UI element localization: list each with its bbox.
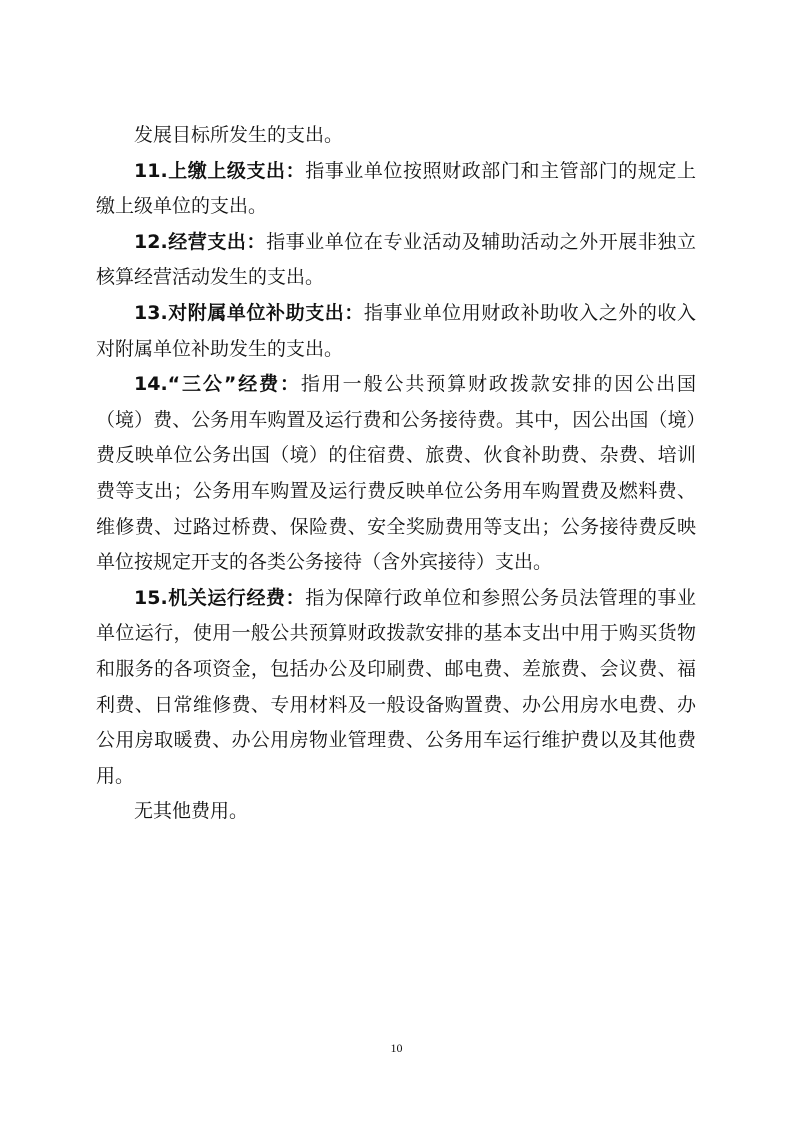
definition-paragraph-14 <box>96 367 696 581</box>
term-label: 13.对附属单位补助支出： <box>134 301 364 324</box>
page-number: 10 <box>390 1041 403 1055</box>
continuation-paragraph: 发展目标所发生的支出。 <box>134 124 344 146</box>
body-text <box>96 118 696 830</box>
term-label: 12.经营支出： <box>134 230 267 253</box>
definition-paragraph-13 <box>96 296 696 367</box>
closing-paragraph: 无其他费用。 <box>134 800 249 823</box>
definition-text: 指用一般公共预算财政拨款安排的因公出国（境）费、公务用车购置及运行费和公务接待费。其中，因公出国（境）费反映单位公务出国（境）的住宿费、旅费、伙食补助费、杂费、培训费等支出；公务用车购置及运行费反映单位公务用车购置费及燃料费、维修费、过路过桥费、保险费、安全奖励费用等支出；公务接待费反映单位按规定开支的各类公务接待（含外宾接待）支出。 <box>96 373 696 574</box>
definition-text: 指事业单位用财政补助收入之外的收入对附属单位补助发生的支出。 <box>96 301 696 360</box>
term-label: 14.“三公”经费： <box>134 373 301 396</box>
term-label: 11.上缴上级支出： <box>134 159 306 182</box>
definition-text: 指为保障行政单位和参照公务员法管理的事业单位运行，使用一般公共预算财政拨款安排的基本支出中用于购买货物和服务的各项资金，包括办公及印刷费、邮电费、差旅费、会议费、福利费、日常维修费、专用材料及一般设备购置费、办公用房水电费、办公用房取暖费、办公用房物业管理费、公务用车运行维护费以及其他费用。 <box>96 586 696 787</box>
definition-text: 指事业单位在专业活动及辅助活动之外开展非独立核算经营活动发生的支出。 <box>96 230 696 289</box>
definition-text: 指事业单位按照财政部门和主管部门的规定上缴上级单位的支出。 <box>96 159 696 218</box>
definition-paragraph-12 <box>96 225 696 296</box>
definition-paragraph-15 <box>96 581 696 795</box>
definition-paragraph-11 <box>96 154 696 225</box>
term-label: 15.机关运行经费： <box>134 586 306 609</box>
